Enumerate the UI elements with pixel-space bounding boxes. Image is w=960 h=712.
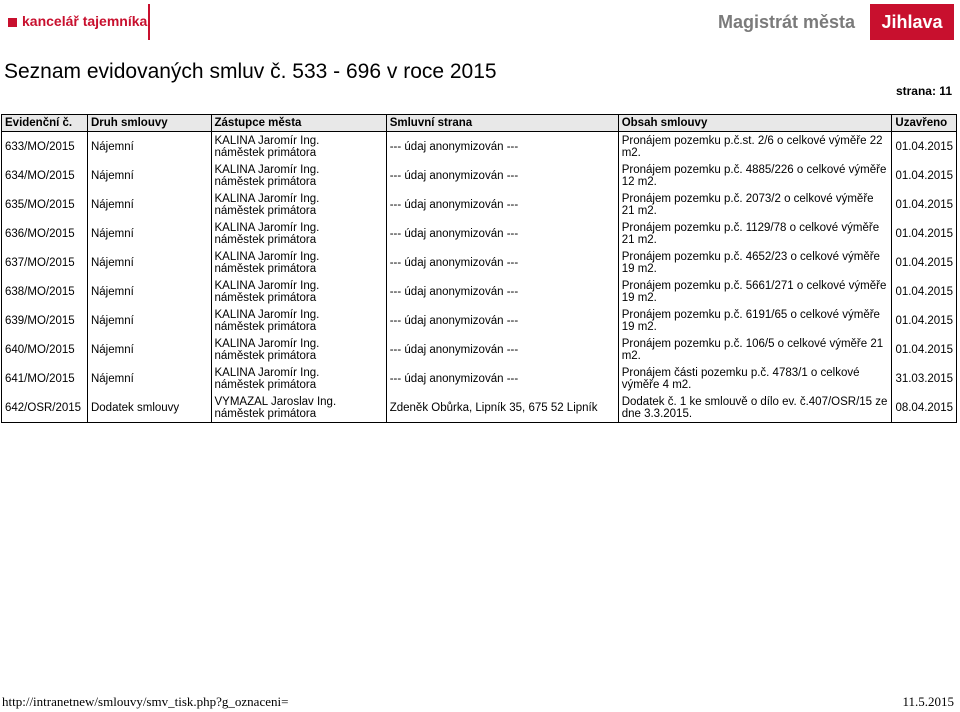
contract-date: 08.04.2015 xyxy=(892,393,957,423)
contract-party: --- údaj anonymizován --- xyxy=(386,161,618,190)
col-header-type: Druh smlouvy xyxy=(87,115,211,132)
representative-role: náměstek primátora xyxy=(214,146,317,159)
table-row xyxy=(2,219,957,248)
representative-name: KALINA Jaromír Ing. xyxy=(214,279,320,292)
contract-party: Zdeněk Obůrka, Lipník 35, 675 52 Lipník xyxy=(386,393,618,423)
representative-name: KALINA Jaromír Ing. xyxy=(214,163,320,176)
contract-type: Nájemní xyxy=(87,219,211,248)
table-row xyxy=(2,248,957,277)
kancelar-logo xyxy=(8,4,150,40)
col-header-id: Evidenční č. xyxy=(2,115,88,132)
contract-date: 01.04.2015 xyxy=(892,219,957,248)
kancelar-logo-text: kancelář tajemníka xyxy=(22,13,148,29)
representative-role: náměstek primátora xyxy=(214,378,317,391)
magistrat-logo-text: Magistrát města xyxy=(718,12,856,32)
contract-content: Dodatek č. 1 ke smlouvě o dílo ev. č.407/OSR/15 ze dne 3.3.2015. xyxy=(618,393,892,423)
contract-id: 635/MO/2015 xyxy=(2,190,88,219)
col-header-content: Obsah smlouvy xyxy=(618,115,892,132)
contract-id: 637/MO/2015 xyxy=(2,248,88,277)
contract-type: Nájemní xyxy=(87,335,211,364)
table-row xyxy=(2,161,957,190)
col-header-representative: Zástupce města xyxy=(211,115,386,132)
contract-content: Pronájem pozemku p.č. 106/5 o celkové výměře 21 m2. xyxy=(618,335,892,364)
contract-type: Nájemní xyxy=(87,306,211,335)
city-representative xyxy=(211,219,386,248)
representative-role: náměstek primátora xyxy=(214,262,317,275)
contract-party: --- údaj anonymizován --- xyxy=(386,277,618,306)
page-number: strana: 11 xyxy=(895,84,952,98)
contract-type: Nájemní xyxy=(87,132,211,162)
contract-date: 01.04.2015 xyxy=(892,190,957,219)
contract-party: --- údaj anonymizován --- xyxy=(386,364,618,393)
representative-name: KALINA Jaromír Ing. xyxy=(214,337,320,350)
contract-id: 638/MO/2015 xyxy=(2,277,88,306)
table-row xyxy=(2,132,957,162)
contracts-table xyxy=(1,114,957,423)
table-row xyxy=(2,364,957,393)
contract-type: Nájemní xyxy=(87,161,211,190)
contract-id: 641/MO/2015 xyxy=(2,364,88,393)
contract-party: --- údaj anonymizován --- xyxy=(386,248,618,277)
representative-name: KALINA Jaromír Ing. xyxy=(214,250,320,263)
jihlava-logo-box: Jihlava xyxy=(870,4,954,40)
contract-date: 01.04.2015 xyxy=(892,248,957,277)
contract-content: Pronájem pozemku p.č. 4652/23 o celkové výměře 19 m2. xyxy=(618,248,892,277)
contract-content: Pronájem části pozemku p.č. 4783/1 o celkové výměře 4 m2. xyxy=(618,364,892,393)
representative-role: náměstek primátora xyxy=(214,291,317,304)
city-representative xyxy=(211,248,386,277)
contract-type: Nájemní xyxy=(87,277,211,306)
contract-content: Pronájem pozemku p.č.st. 2/6 o celkové výměře 22 m2. xyxy=(618,132,892,162)
contract-id: 642/OSR/2015 xyxy=(2,393,88,423)
contract-party: --- údaj anonymizován --- xyxy=(386,219,618,248)
contract-date: 01.04.2015 xyxy=(892,277,957,306)
representative-name: VYMAZAL Jaroslav Ing. xyxy=(214,395,337,408)
city-representative xyxy=(211,132,386,162)
contract-date: 01.04.2015 xyxy=(892,161,957,190)
city-representative xyxy=(211,364,386,393)
magistrat-logo xyxy=(718,4,954,40)
representative-name: KALINA Jaromír Ing. xyxy=(214,308,320,321)
representative-role: náměstek primátora xyxy=(214,233,317,246)
footer-date: 11.5.2015 xyxy=(902,694,954,709)
contract-content: Pronájem pozemku p.č. 6191/65 o celkové výměře 19 m2. xyxy=(618,306,892,335)
contract-date: 01.04.2015 xyxy=(892,132,957,162)
representative-role: náměstek primátora xyxy=(214,349,317,362)
representative-name: KALINA Jaromír Ing. xyxy=(214,366,320,379)
contract-type: Nájemní xyxy=(87,190,211,219)
representative-role: náměstek primátora xyxy=(214,320,317,333)
city-representative xyxy=(211,161,386,190)
contract-date: 01.04.2015 xyxy=(892,306,957,335)
representative-role: náměstek primátora xyxy=(214,407,317,420)
contract-content: Pronájem pozemku p.č. 5661/271 o celkové výměře 19 m2. xyxy=(618,277,892,306)
table-row xyxy=(2,190,957,219)
representative-name: KALINA Jaromír Ing. xyxy=(214,192,320,205)
page-title: Seznam evidovaných smluv č. 533 - 696 v roce 2015 xyxy=(4,60,497,83)
city-representative xyxy=(211,306,386,335)
table-row xyxy=(2,335,957,364)
page-header xyxy=(0,0,960,48)
table-row xyxy=(2,277,957,306)
contract-party: --- údaj anonymizován --- xyxy=(386,306,618,335)
contract-content: Pronájem pozemku p.č. 1129/78 o celkové výměře 21 m2. xyxy=(618,219,892,248)
representative-name: KALINA Jaromír Ing. xyxy=(214,134,320,147)
contract-type: Nájemní xyxy=(87,248,211,277)
table-row xyxy=(2,393,957,423)
contract-id: 636/MO/2015 xyxy=(2,219,88,248)
contract-id: 633/MO/2015 xyxy=(2,132,88,162)
contract-party: --- údaj anonymizován --- xyxy=(386,190,618,219)
representative-role: náměstek primátora xyxy=(214,175,317,188)
contract-party: --- údaj anonymizován --- xyxy=(386,132,618,162)
table-header-row xyxy=(2,115,957,132)
table-row xyxy=(2,306,957,335)
contract-type: Dodatek smlouvy xyxy=(87,393,211,423)
contract-date: 01.04.2015 xyxy=(892,335,957,364)
contract-id: 640/MO/2015 xyxy=(2,335,88,364)
contract-date: 31.03.2015 xyxy=(892,364,957,393)
contract-party: --- údaj anonymizován --- xyxy=(386,335,618,364)
col-header-date: Uzavřeno xyxy=(892,115,957,132)
col-header-party: Smluvní strana xyxy=(386,115,618,132)
footer-url: http://intranetnew/smlouvy/smv_tisk.php?g_oznaceni= xyxy=(2,694,289,709)
city-representative xyxy=(211,277,386,306)
representative-role: náměstek primátora xyxy=(214,204,317,217)
contract-id: 639/MO/2015 xyxy=(2,306,88,335)
contract-id: 634/MO/2015 xyxy=(2,161,88,190)
logo-square-icon xyxy=(8,18,17,27)
contract-type: Nájemní xyxy=(87,364,211,393)
city-representative xyxy=(211,393,386,423)
city-representative xyxy=(211,190,386,219)
contract-content: Pronájem pozemku p.č. 4885/226 o celkové výměře 12 m2. xyxy=(618,161,892,190)
city-representative xyxy=(211,335,386,364)
contract-content: Pronájem pozemku p.č. 2073/2 o celkové výměře 21 m2. xyxy=(618,190,892,219)
representative-name: KALINA Jaromír Ing. xyxy=(214,221,320,234)
